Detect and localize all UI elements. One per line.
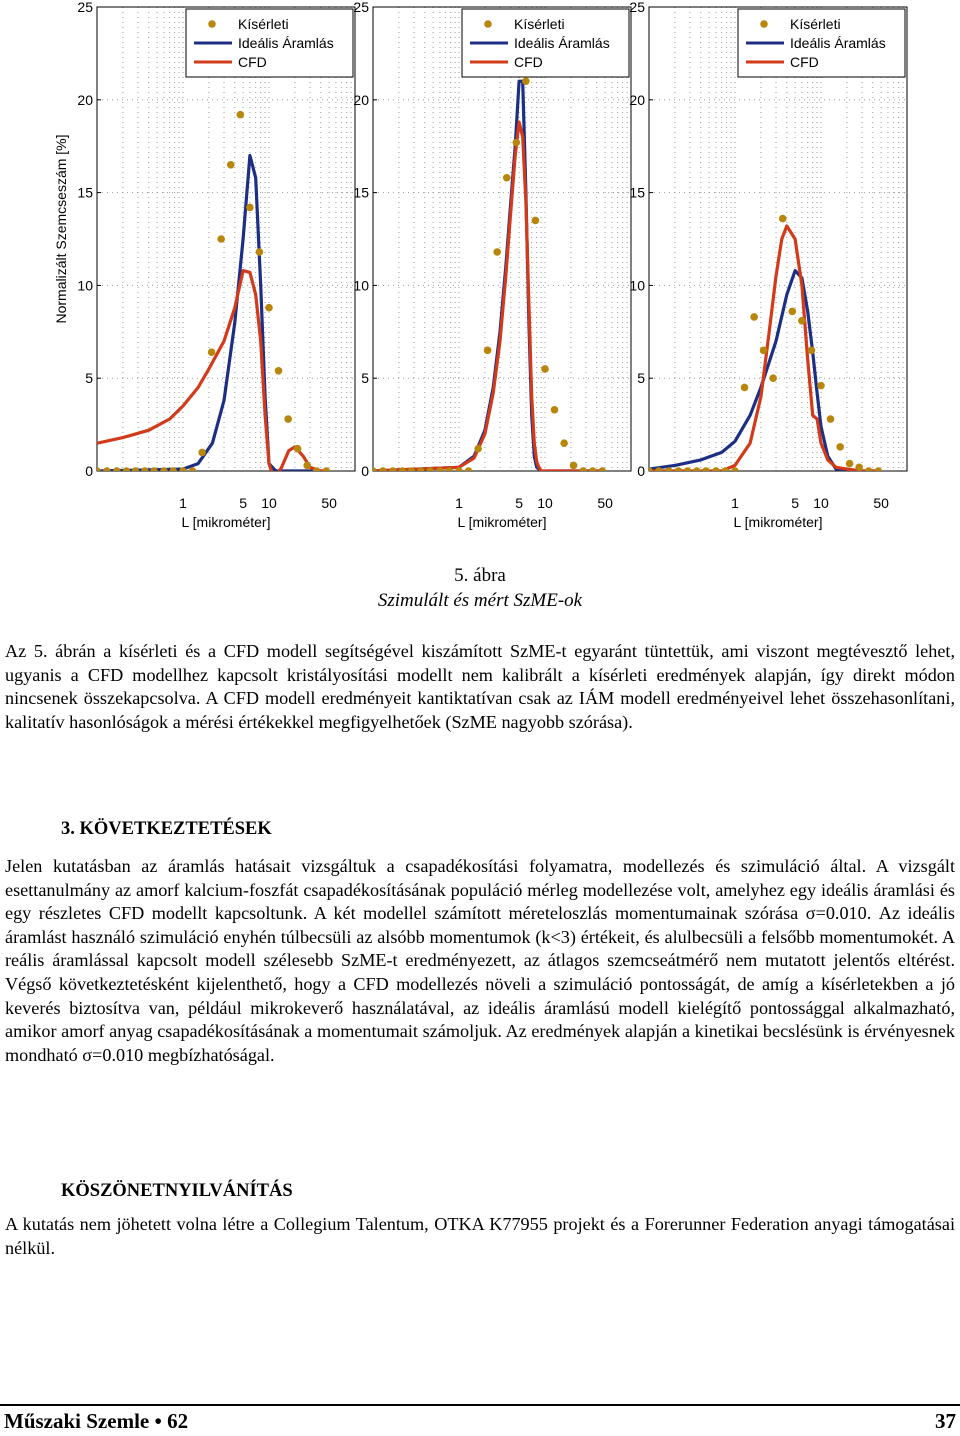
y-tick-label: 10 (353, 277, 369, 294)
legend (186, 9, 353, 77)
data-point-kiserleti (665, 467, 673, 475)
data-point-kiserleti (265, 304, 273, 312)
data-point-kiserleti (294, 445, 302, 453)
legend-label: CFD (238, 54, 267, 70)
x-tick-label: 50 (873, 495, 889, 511)
data-point-kiserleti (169, 467, 177, 475)
paragraph-results-text: Az 5. ábrán a kísérleti és a CFD modell segítségével kiszámított SzME-t egyaránt tüntettük, ami viszont megtévesztő lehet, ugyanis a CFD modellhez kapcsolt kristályosítási modellt nem kalibrált a kísérleti eredmények alapján, így direkt módon nincsenek összekapcsolva. A CFD modell eredményeit kantiktatívan csak az IÁM modell eredményeivel lehet összehasonlítani, kalitatív hasonlóságok a mérési értékekkel megfigyelhetőek (SzME nagyobb szórása). (5, 641, 955, 732)
data-point-kiserleti (93, 467, 101, 475)
data-point-kiserleti (417, 467, 425, 475)
y-tick-label: 20 (629, 91, 645, 108)
legend-label: Kísérleti (790, 16, 841, 32)
data-point-kiserleti (522, 77, 530, 85)
data-point-kiserleti (855, 463, 863, 471)
data-point-kiserleti (817, 382, 825, 390)
data-point-kiserleti (769, 374, 777, 382)
data-point-kiserleti (379, 467, 387, 475)
data-point-kiserleti (408, 467, 416, 475)
data-point-kiserleti (246, 204, 254, 212)
data-point-kiserleti (113, 467, 121, 475)
data-point-kiserleti (426, 467, 434, 475)
legend (462, 9, 629, 77)
figure-5 (0, 0, 960, 540)
chart-panel-2 (353, 0, 631, 530)
data-point-kiserleti (275, 367, 283, 375)
paragraph-results (5, 640, 955, 734)
y-tick-label: 5 (85, 370, 93, 387)
legend-label: Kísérleti (514, 16, 565, 32)
legend-marker-kiserleti (208, 20, 216, 28)
y-tick-label: 15 (353, 184, 369, 201)
data-point-kiserleti (645, 467, 653, 475)
paragraph-conclusions-text: Jelen kutatásban az áramlás hatásait vizsgáltuk a csapadékosítási folyamatra, modellezés és szimuláció által. A vizsgált esettanulmány az amorf kalcium-foszfát csapadékosításának populáció mérleg modellezése volt, amelyhez egy ideális áramlási és egy részletes CFD modellt kapcsoltunk. A két modellel számított méreteloszlás momentumainak szórása σ=0.010. Az ideális áramlást használó szimuláció enyhén túlbecsüli az alsóbb momentumok (k<3) értékeit, és alulbecsüli a felsőbb momentumokét. A reális áramlással kapcsolt modell szélesebb SzME-t eredményezett, az átlagos szemcseátmérő nem mutatott jelentős eltérést. Végső következtetésként kijelenthető, hogy a CFD modellezés növeli a szimuláció pontosságát, de amíg a kísérletekben a jó keverés biztosítva van, például mikrokeverő használatával, az ideális áramlású modell kielégítő pontossággal alkalmazható, amikor amorf anyag csapadékosításának a momentumait számoljuk. Az eredmények alapján a kinetikai becslésünk is érvényesnek mondható σ=0.010 megbízhatóságal. (5, 856, 955, 1065)
y-tick-label: 15 (77, 184, 93, 201)
data-point-kiserleti (513, 139, 521, 147)
data-point-kiserleti (237, 111, 245, 119)
data-point-kiserleti (103, 467, 111, 475)
data-point-kiserleti (570, 462, 578, 470)
y-tick-label: 10 (629, 277, 645, 294)
paragraph-acknowledgements (5, 1213, 955, 1260)
data-point-kiserleti (389, 467, 397, 475)
x-tick-label: 10 (537, 495, 553, 511)
data-point-kiserleti (560, 439, 568, 447)
x-axis-label: L [mikrométer] (457, 514, 547, 530)
data-point-kiserleti (827, 415, 835, 423)
figure-caption-number: 5. ábra (454, 565, 506, 586)
data-point-kiserleti (455, 467, 463, 475)
data-point-kiserleti (150, 467, 158, 475)
x-tick-label: 50 (321, 495, 337, 511)
figure-caption-title: Szimulált és mért SzME-ok (377, 590, 583, 611)
data-point-kiserleti (760, 347, 768, 355)
data-point-kiserleti (579, 467, 587, 475)
legend-label: CFD (790, 54, 819, 70)
plot-area (93, 111, 330, 477)
data-point-kiserleti (323, 467, 331, 475)
data-point-kiserleti (189, 467, 197, 475)
legend-label: Ideális Áramlás (514, 35, 610, 51)
y-tick-label: 25 (629, 0, 645, 15)
data-point-kiserleti (445, 467, 453, 475)
data-point-kiserleti (132, 467, 140, 475)
y-tick-label: 5 (637, 370, 645, 387)
data-point-kiserleti (702, 467, 710, 475)
data-point-kiserleti (779, 215, 787, 223)
data-point-kiserleti (750, 313, 758, 321)
section-heading-acknowledgements: KÖSZÖNETNYILVÁNÍTÁS (61, 1181, 293, 1201)
data-point-kiserleti (599, 467, 607, 475)
data-point-kiserleti (731, 467, 739, 475)
legend (738, 9, 905, 77)
paragraph-acknowledgements-text: A kutatás nem jöhetett volna létre a Collegium Talentum, OTKA K77955 projekt és a Forerunner Federation anyagi támogatásai nélkül. (5, 1214, 955, 1258)
chart-panel-3 (629, 0, 907, 530)
data-point-kiserleti (198, 449, 206, 457)
y-tick-label: 15 (629, 184, 645, 201)
legend-marker-kiserleti (760, 20, 768, 28)
data-point-kiserleti (208, 348, 216, 356)
x-tick-label: 1 (455, 495, 463, 511)
data-point-kiserleti (655, 467, 663, 475)
y-tick-label: 25 (353, 0, 369, 15)
data-point-kiserleti (589, 467, 597, 475)
y-tick-label: 0 (85, 463, 93, 479)
y-tick-label: 5 (361, 370, 369, 387)
data-point-kiserleti (399, 467, 407, 475)
data-point-kiserleti (789, 308, 797, 316)
data-point-kiserleti (493, 248, 501, 256)
legend-label: Ideális Áramlás (790, 35, 886, 51)
legend-label: Kísérleti (238, 16, 289, 32)
data-point-kiserleti (160, 467, 168, 475)
data-point-kiserleti (313, 467, 321, 475)
y-tick-label: 0 (361, 463, 369, 479)
data-point-kiserleti (303, 462, 311, 470)
data-point-kiserleti (503, 174, 511, 182)
x-tick-label: 5 (239, 495, 248, 511)
series-line-cfd (97, 271, 329, 477)
data-point-kiserleti (541, 365, 549, 373)
data-point-kiserleti (836, 443, 844, 451)
series-line-cfd (373, 122, 605, 471)
data-point-kiserleti (875, 467, 883, 475)
data-point-kiserleti (179, 467, 187, 475)
section-heading-conclusions: 3. KÖVETKEZTETÉSEK (61, 819, 272, 839)
data-point-kiserleti (369, 467, 377, 475)
data-point-kiserleti (217, 235, 225, 243)
data-point-kiserleti (436, 467, 444, 475)
paragraph-conclusions (5, 855, 955, 1067)
data-point-kiserleti (693, 467, 701, 475)
x-axis-label: L [mikrométer] (181, 514, 271, 530)
x-tick-label: 50 (597, 495, 613, 511)
footer-page-number: 37 (935, 1409, 956, 1433)
y-axis-label: Normalizált Szemcseszám [%] (53, 134, 69, 324)
data-point-kiserleti (465, 467, 473, 475)
y-tick-label: 20 (353, 91, 369, 108)
data-point-kiserleti (141, 467, 149, 475)
y-tick-label: 0 (637, 463, 645, 479)
plot-area (645, 215, 882, 475)
data-point-kiserleti (865, 467, 873, 475)
data-point-kiserleti (227, 161, 235, 169)
x-tick-label: 5 (515, 495, 524, 511)
data-point-kiserleti (284, 415, 292, 423)
data-point-kiserleti (484, 347, 492, 355)
x-tick-label: 5 (791, 495, 800, 511)
data-point-kiserleti (846, 460, 854, 468)
y-tick-label: 20 (77, 91, 93, 108)
data-point-kiserleti (474, 445, 482, 453)
data-point-kiserleti (551, 406, 559, 414)
data-point-kiserleti (741, 384, 749, 392)
data-point-kiserleti (808, 347, 816, 355)
data-point-kiserleti (256, 248, 264, 256)
data-point-kiserleti (684, 467, 692, 475)
legend-label: Ideális Áramlás (238, 35, 334, 51)
data-point-kiserleti (123, 467, 131, 475)
x-tick-label: 10 (813, 495, 829, 511)
page-footer (0, 1404, 960, 1436)
y-tick-label: 10 (77, 277, 93, 294)
x-tick-label: 1 (731, 495, 739, 511)
data-point-kiserleti (712, 467, 720, 475)
footer-journal: Műszaki Szemle • 62 (4, 1409, 189, 1433)
series-line-idealis-aramlas (97, 156, 329, 472)
data-point-kiserleti (798, 317, 806, 325)
chart-panel-1 (53, 0, 355, 530)
x-tick-label: 1 (179, 495, 187, 511)
x-axis-label: L [mikrométer] (733, 514, 823, 530)
data-point-kiserleti (721, 467, 729, 475)
legend-marker-kiserleti (484, 20, 492, 28)
x-tick-label: 10 (261, 495, 277, 511)
legend-label: CFD (514, 54, 543, 70)
y-tick-label: 25 (77, 0, 93, 15)
data-point-kiserleti (532, 217, 540, 225)
data-point-kiserleti (675, 467, 683, 475)
